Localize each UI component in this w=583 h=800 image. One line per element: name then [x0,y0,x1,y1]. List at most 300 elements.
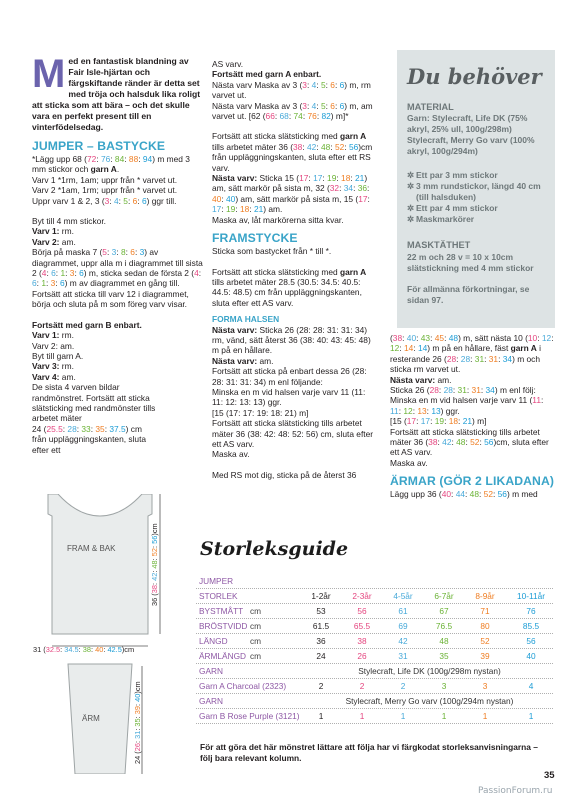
text-segment: 5 [102,247,107,258]
yarn-a-label: Garn A Charcoal (2323) [199,681,287,691]
text-segment: 76 [307,111,317,122]
yarn-b-label: Garn B Rose Purple (3121) [199,711,300,721]
text-segment: 6 [132,195,138,206]
text-segment: 4 [311,100,317,111]
section-heading-sleeves: ÄRMAR (GÖR 2 LIKADANA) [390,474,555,489]
text-segment: 21 [355,173,365,184]
text-segment: : [398,405,404,416]
text-segment: 42 [150,572,159,581]
text-segment: Minska en m vid halsen varje varv 11 ( [390,395,533,406]
text-segment: 28 [429,385,439,396]
yarn-a-heading: Fortsätt med garn A enbart. [212,69,322,80]
text-segment: 56 [150,535,159,544]
text-segment: : [90,423,96,434]
table-cell: 71 [480,606,490,616]
text-segment: 25.5 [46,423,63,434]
text-segment: : [306,100,312,111]
text-segment: 42 [306,141,317,152]
text-segment: *Lägg upp 68 ( [32,154,87,164]
text-segment: am. [435,374,452,385]
body-width-measure [33,645,134,654]
text-segment: : [426,405,432,416]
text-segment: ) m, rm varvet ut. [212,79,371,101]
text-segment: : [367,193,370,204]
text-segment: 38 [150,585,159,594]
text-segment: 42.5 [107,645,122,654]
text-segment: Varv 1: [32,226,60,237]
table-cell: 3 [441,681,447,691]
text-segment: : [325,79,331,90]
neck-8: Med RS mot dig, sticka på de återst 36 [212,469,357,480]
row-unit: cm [250,651,262,661]
text-segment: ( [390,333,393,343]
text-segment: : [470,353,475,364]
material-text: Garn: Stylecraft, Life DK (75% akryl, 25% ull, 100g/298m) Stylecraft, Merry Go varv (100% akryl, 100g/294m) [407,113,535,156]
text-segment: i resterande 26 ( [390,343,542,364]
schematic-diagrams [30,494,205,774]
text-segment: : [109,195,114,206]
text-segment: 34 [343,183,354,194]
b-varv-3 [32,361,204,371]
column-header: 4-5år [393,591,413,601]
text-segment: 72 [86,154,97,164]
text-segment: 56 [348,141,359,152]
section-heading-front: FRAMSTYCKE [212,231,298,246]
text-segment: garn A [340,131,367,142]
right-5 [390,416,555,426]
right-2 [390,375,555,385]
text-segment: : [124,154,129,164]
text-segment: : [308,173,314,184]
neck-3: Fortsätt att sticka på enbart dessa 26 (28: 28: 31: 31: 34) m enl följande: [212,366,367,387]
tool-item: ✲ Maskmarkörer [407,214,475,224]
text-segment: Varv 1: [32,330,60,341]
text-segment: 24 ( [133,751,142,764]
sleeve-label: ÄRM [82,714,100,723]
text-segment: 8 [120,247,126,258]
text-segment: 19 [225,204,236,215]
text-segment: 17 [358,193,368,204]
yarn-b-heading: Fortsätt med garn B enbart. [32,319,142,330]
text-segment: : [125,247,131,258]
text-segment: ) am, sätt markör på sista m, 32 ( [212,173,368,194]
text-segment: 28 [460,353,471,364]
text-segment: : [90,645,96,654]
table-cell: 48 [439,636,449,646]
text-segment: 74 [293,111,303,122]
text-segment: 68 [279,111,289,122]
text-segment: 3 [104,195,110,206]
star-icon: ✲ [407,181,415,191]
text-segment: : [150,580,159,586]
text-segment: : [480,385,486,396]
text-segment: : [402,333,407,343]
table-row [196,603,553,619]
text-segment: 11 [532,395,541,406]
text-segment: : [55,268,61,279]
table-header-row [196,588,553,604]
text-segment: 21 [253,204,264,215]
text-segment: : [452,385,458,396]
table-cell: 1 [441,711,447,721]
text-segment: 4 [113,195,119,206]
text-segment: 21 [462,416,473,427]
text-segment: 38 [82,645,91,654]
text-segment: : [96,154,101,164]
text-segment: : [367,183,370,194]
row-unit: cm [250,636,262,646]
text-segment: Nästa varv Maska av 3 ( [212,79,303,90]
text-segment: 40 [212,193,222,204]
text-segment: : [444,333,449,343]
table-cell: 35 [439,651,449,661]
front-continue [212,267,377,309]
front-start: Sticka som bastycket från * till *. [212,246,332,257]
text-segment: 45 [434,333,445,343]
bind-off-2 [212,101,377,122]
text-segment: 48 [469,489,479,500]
text-segment: 31 [471,385,481,396]
text-segment: : [322,173,328,184]
garn-label: GARN [199,666,223,676]
text-segment: : [492,489,498,500]
text-segment: ) m]* [330,111,349,122]
text-segment: : [116,247,121,258]
text-segment: 6 [330,79,335,90]
text-segment: : [46,268,52,279]
star-icon: ✲ [407,170,415,180]
neck-6: Fortsätt att sticka slätsticking tills arbetet mäter 36 (38: 42: 48: 52: 56) cm, sluta efter ett AS varv. [212,418,374,449]
sleeve-shape [68,664,132,774]
text-segment: : [316,141,321,152]
text-segment: : [540,395,544,406]
row-2-text: Varv 2 *1am, 1rm; uppr från * varvet ut. [32,185,178,196]
text-segment: 38 [428,437,438,448]
text-segment: 26 [133,743,142,752]
text-segment: : [399,343,404,354]
text-segment: 34.5 [64,645,79,654]
text-segment: 18 [341,173,351,184]
table-cell: 1 [359,711,365,721]
text-segment: 40 [441,489,452,500]
b-change-text: Byt till garn A. [32,350,84,361]
page-number: 35 [544,770,555,781]
text-segment: : [316,100,321,111]
text-segment: : [537,333,542,343]
column-header: 10-11år [517,591,545,601]
size-label: STORLEK [199,591,238,601]
table-row [196,693,553,709]
text-segment: 1 [41,278,46,289]
text-segment: 6 [79,268,84,279]
text-segment: ) m och sticka rm varvet ut. [390,353,541,375]
text-segment: 31 [488,353,499,364]
text-segment: 5 [123,195,128,206]
text-segment: : [76,423,82,434]
text-segment: )cm från uppläggningskanten, sluta efter ett RS varv. [212,141,373,173]
table-cell: 2 [359,681,365,691]
text-segment: 56 [497,489,507,500]
text-segment: 48 [150,560,159,569]
table-cell: 53 [316,606,326,616]
text-segment: 94 [142,154,153,164]
text-segment: 84 [114,154,125,164]
text-segment: : [274,111,280,122]
text-segment: 48 [320,141,331,152]
intro-text: ed en fantastisk blandning av Fair Isle-hjärtan och färgskiftande ränder är detta set med tröja och halsduk lika roligt att sticka som att bära – och det skulle vara en perfekt present till en vinterfödelsedag. [32,56,201,132]
table-cell: 2 [318,681,324,691]
text-segment: : [479,437,485,448]
table-cell: 61 [398,606,408,616]
table-cell: 42 [398,636,408,646]
text-segment: Nästa varv: [212,324,258,335]
text-segment: : [65,268,70,279]
text-segment: 4 [41,268,47,279]
instructions-column-3 [390,333,555,500]
text-segment: 14 [403,343,414,354]
tool-item: ✲ 3 mm rundstickor, längd 40 cm (till halsduken) [407,181,541,202]
text-segment: ) m, am varvet ut. [62 ( [212,100,373,122]
text-segment: 3 [139,247,145,258]
sleeve-cast-on [390,489,555,499]
text-segment: 48 [456,437,466,448]
table-cell: 38 [357,636,367,646]
text-segment: 4 [311,79,317,90]
instructions-column-2 [212,59,377,480]
text-segment: 12 [390,343,400,354]
text-segment: : [106,247,112,258]
text-segment: 32.5 [45,645,61,654]
text-segment: 28 [443,385,453,396]
text-segment: )cm [150,523,159,536]
text-segment: 13 [431,405,441,416]
text-segment: 35 [133,718,142,727]
text-segment: : [306,79,312,90]
text-segment: 43 [420,333,431,343]
table-cell: 2 [400,681,406,691]
size-guide-note: För att göra det här mönstret lättare att följa har vi färgkodat storleksanvisningarna – följ bara relevant kolumn. [200,742,538,763]
text-segment: : [339,183,344,194]
text-segment: : [221,204,226,215]
text-segment: : [138,154,143,164]
front-back-label: FRAM & BAK [67,544,116,553]
text-segment: )cm [121,645,135,654]
row-unit: cm [250,606,262,616]
text-segment: : [353,183,358,194]
text-segment: 3 [69,268,75,279]
text-segment: 40 [133,693,142,702]
text-segment: : [118,195,124,206]
text-segment: 6 [130,247,135,258]
table-row [196,618,553,634]
text-segment: : [456,353,461,364]
tension-text: 22 m och 28 v = 10 x 10cm slätstickning med 4 mm stickor [407,252,534,273]
text-segment: 12 [403,405,413,416]
cast-on-text [32,154,204,175]
text-segment: 6 [59,278,65,289]
text-segment: ) m] [472,416,487,427]
text-segment: 14 [417,343,428,354]
text-segment: : [430,333,435,343]
text-segment: 18 [239,204,250,215]
text-segment: 6 [141,195,147,206]
table-cell: 24 [316,651,326,661]
row-label: BYSTMÅTT [199,606,244,616]
body-height-measure [150,523,159,606]
table-cell: 56 [357,606,367,616]
text-segment: : [466,385,472,396]
text-segment: : [235,204,240,215]
text-segment: ) m med 3 mm stickor och [32,154,190,175]
text-segment: : [103,645,108,654]
text-segment: : [330,141,335,152]
text-segment: : [134,247,140,258]
b-varv-4 [32,372,204,382]
text-segment: : [465,437,471,448]
text-segment: 37.5 [109,423,126,434]
text-segment: 1 [60,268,66,279]
text-segment: 35 [95,423,105,434]
text-segment: Varv 2: [32,236,60,247]
text-segment: [15 ( [390,416,407,427]
text-segment: 28 [67,423,77,434]
text-segment: : [133,701,142,706]
right-1 [390,333,555,375]
table-cell: 61.5 [312,621,330,631]
marker-row [212,173,377,215]
section-heading-neck: FORMA HALSEN [212,314,280,325]
text-segment: : [416,416,421,427]
right-7: Maska av. [390,457,428,468]
column-header: 6-7år [434,591,454,601]
text-segment: ) av diagrammet, uppr alla m i diagrammet till sista 2 ( [32,247,203,279]
text-segment: 3 [111,247,117,258]
table-row [196,708,553,724]
text-segment: : [104,423,110,434]
text-segment: Nästa varv: [390,374,436,385]
text-segment: 10 [527,333,538,343]
text-segment: Nästa varv Maska av 3 ( [212,100,303,111]
body-continue [212,131,377,173]
text-segment: : [325,100,331,111]
text-segment: : [334,79,340,90]
text-segment: 19 [434,416,445,427]
text-segment: 39 [133,705,142,715]
body-shape [48,494,152,634]
text-segment: rm. [59,226,74,237]
text-segment: : [438,385,444,396]
text-segment: : [413,343,418,354]
table-row [196,633,553,649]
text-segment: Fortsätt att sticka slätsticking med [212,131,340,142]
text-segment: 17 [420,416,431,427]
neck-1 [212,325,377,356]
table-cell: 4 [528,681,534,691]
stripe-measure [32,424,156,455]
text-segment: ) m av diagrammet en gång till. [64,278,180,289]
text-segment: 18 [448,416,459,427]
table-row [196,663,553,679]
text-segment: 4 [194,268,199,279]
text-segment: 6 [32,278,37,289]
text-segment: : [416,333,421,343]
watermark: PassionForum.ru [478,786,553,796]
text-segment: 17 [406,416,417,427]
text-segment: : [110,154,115,164]
text-segment: am. [257,355,274,366]
text-segment: : [498,353,503,364]
chart-start-text [32,247,204,289]
table-cell: 1 [318,711,324,721]
text-segment: : [334,100,340,111]
instructions-column-1 [32,52,204,455]
neck-5: [15 (17: 17: 19: 18: 21) m] [212,407,309,418]
star-icon: ✲ [407,214,415,224]
text-segment: 17 [299,173,309,184]
text-segment: 52 [150,547,159,557]
text-segment: 13 [417,405,427,416]
text-segment: ) m, sätt nästa 10 ( [458,333,528,343]
text-segment: : [133,714,142,719]
text-segment: 31 ( [33,645,46,654]
text-segment: 52 [483,489,493,500]
text-segment: : [551,333,554,343]
text-segment: 3 [302,100,307,111]
text-segment: am. [59,371,76,382]
text-segment: Varv 4: [32,371,60,382]
text-segment: ) cm från uppläggningskanten, sluta efter ett [32,423,147,455]
text-segment: 42 [442,437,452,448]
text-segment: Nästa varv: [212,355,258,366]
text-segment: : [430,416,435,427]
text-segment: 6 [51,268,56,279]
right-3 [390,385,555,395]
text-segment: 5 [320,79,326,90]
text-segment: 11 [390,405,399,416]
text-segment: : [336,173,342,184]
text-segment: 52 [470,437,480,448]
text-segment: : [458,416,463,427]
text-segment: : [133,726,142,731]
needle-change-text: Byt till 4 mm stickor. [32,216,106,227]
text-segment: 6 [339,79,345,90]
text-segment: 3 [302,79,307,90]
text-segment: : [302,141,307,152]
column-header: 2-3år [352,591,372,601]
text-segment: am. [59,236,76,247]
text-segment: . [116,164,120,175]
table-cell: 39 [480,651,490,661]
text-segment: : [137,195,142,206]
tool-item: ✲ Ett par 4 mm stickor [407,203,498,213]
column-header: 8-9år [475,591,495,601]
tools-list [407,170,549,225]
text-segment: 5 [320,100,326,111]
text-segment: ) m, sticka sedan de första 2 ( [83,268,195,279]
neck-4: Minska en m vid halsen varje varv 11 (11: 11: 12: 13: 13) ggr. [212,386,366,408]
text-segment: : [451,489,456,500]
text-segment: : [302,111,308,122]
text-segment: ) m enl följ: [494,385,536,396]
text-segment: 19 [327,173,337,184]
table-cell: 36 [316,636,326,646]
text-segment: 24 ( [32,423,47,434]
tool-item: ✲ Ett par 3 mm stickor [407,170,498,180]
text-segment: 40 [406,333,417,343]
text-segment: Sticka 26 ( [390,385,430,396]
text-segment: Börja på maska 7 ( [32,247,103,258]
text-segment: garn A [340,266,367,277]
